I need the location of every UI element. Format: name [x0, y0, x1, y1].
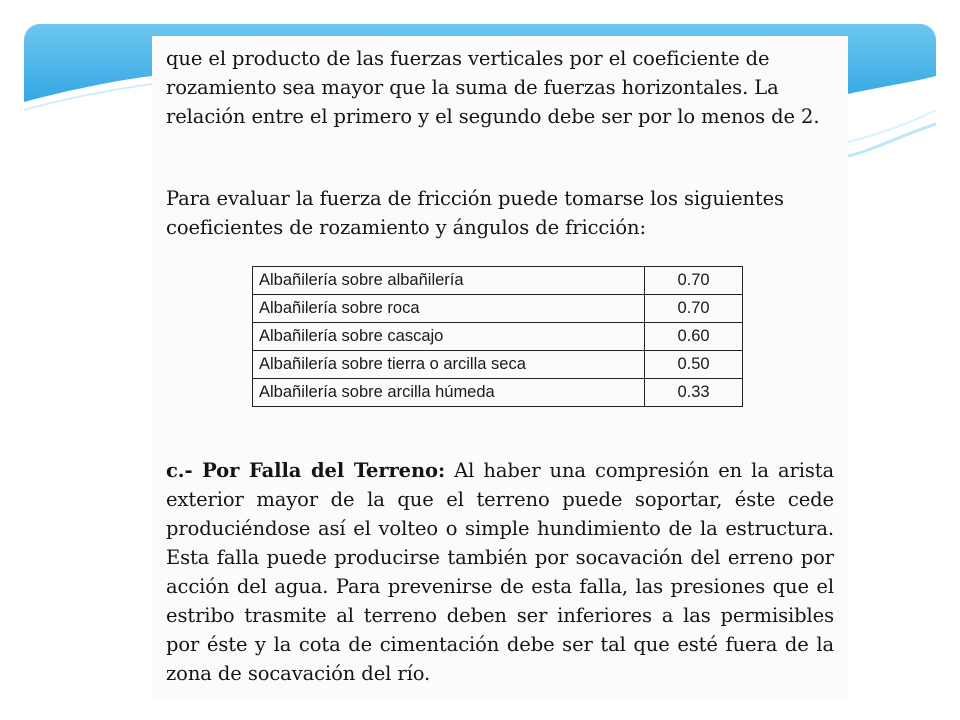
table-row — [253, 351, 743, 379]
paragraph-friction-intro: Para evaluar la fuerza de fricción puede tomarse los siguientes coeficientes de rozamiento y ángulos de fricción: — [166, 187, 784, 239]
scanned-document-page — [152, 36, 848, 700]
table-row — [253, 267, 743, 295]
paragraph-friction-condition: que el producto de las fuerzas verticales por el coeficiente de rozamiento sea mayor que la suma de fuerzas horizontales. La relación entre el primero y el segundo debe ser por lo menos de 2. — [166, 47, 820, 128]
table-row — [253, 379, 743, 407]
material-cell: Albañilería sobre tierra o arcilla seca — [253, 351, 645, 379]
section-heading-soil-failure: c.- Por Falla del Terreno: — [166, 459, 446, 482]
paragraph-soil-failure — [166, 456, 834, 688]
table-row — [253, 323, 743, 351]
material-cell: Albañilería sobre cascajo — [253, 323, 645, 351]
material-cell: Albañilería sobre arcilla húmeda — [253, 379, 645, 407]
coefficient-cell: 0.70 — [645, 295, 743, 323]
soil-failure-body: Al haber una compresión en la arista exterior mayor de la que el terreno puede soportar, éste cede produciéndose así el volteo o simple hundimiento de la estructura. Esta falla puede producirse también por socavación del erreno por acción del agua. Para prevenirse de esta falla, las presiones que el estribo trasmite al terreno deben ser inferiores a las permisibles por éste y la cota de cimentación debe ser tal que esté fuera de la zona de socavación del río. — [166, 459, 834, 685]
friction-coefficient-table — [252, 266, 743, 407]
coefficient-cell: 0.70 — [645, 267, 743, 295]
coefficient-cell: 0.33 — [645, 379, 743, 407]
coefficient-cell: 0.50 — [645, 351, 743, 379]
table-row — [253, 295, 743, 323]
coefficient-cell: 0.60 — [645, 323, 743, 351]
material-cell: Albañilería sobre roca — [253, 295, 645, 323]
material-cell: Albañilería sobre albañilería — [253, 267, 645, 295]
